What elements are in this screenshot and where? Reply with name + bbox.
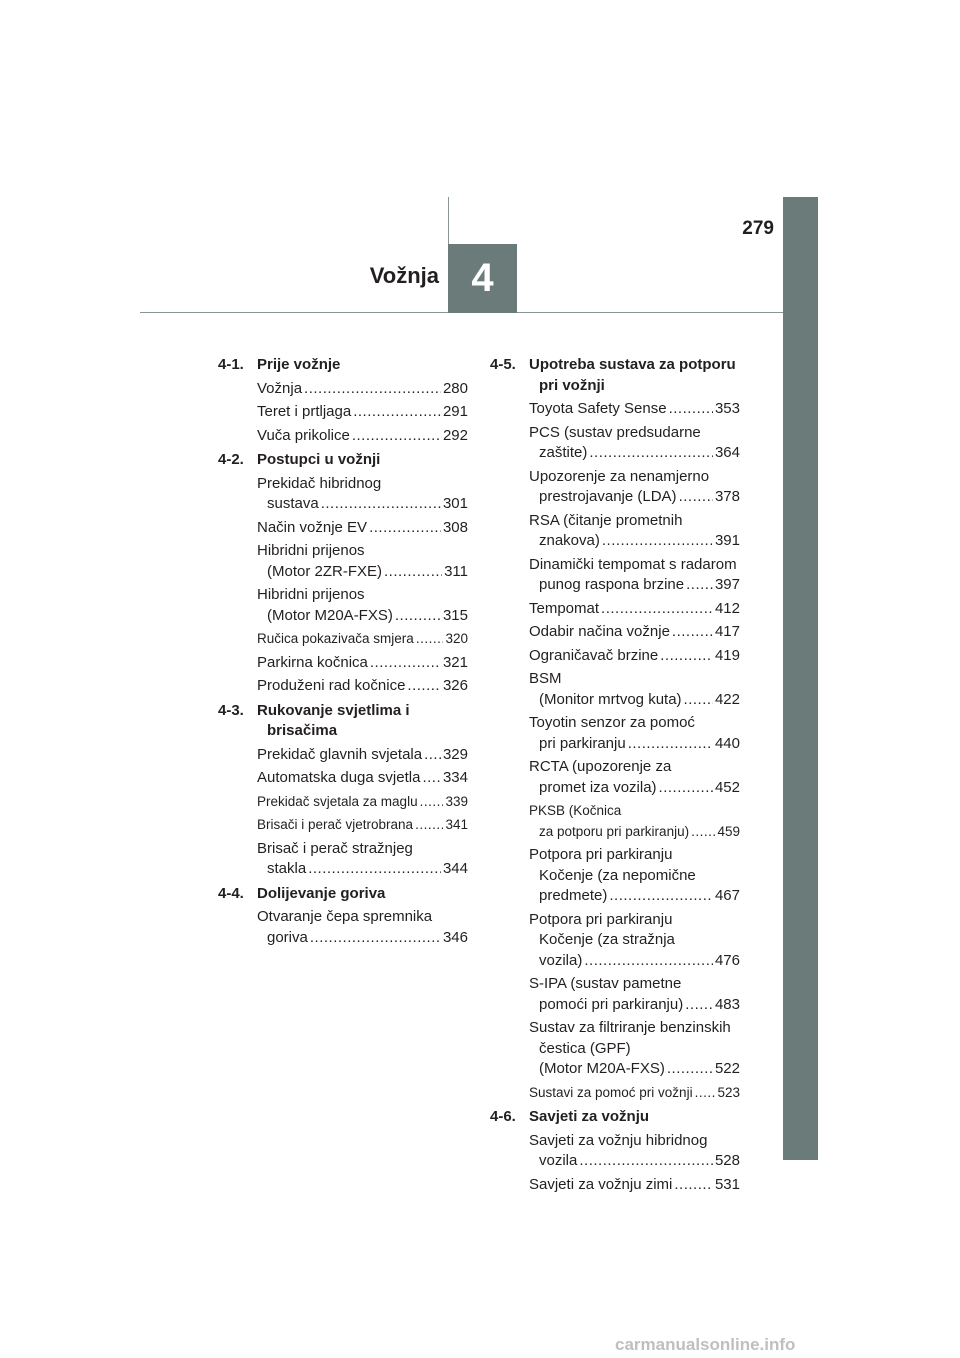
entry-page-number: 452	[714, 778, 740, 796]
section-number: 4-5.	[490, 356, 516, 373]
dot-leader	[601, 599, 713, 620]
toc-entry-line	[529, 690, 740, 711]
dot-leader	[674, 1175, 713, 1196]
entry-text: Odabir načina vožnje	[529, 623, 670, 640]
toc-entry-line	[529, 1039, 740, 1060]
toc-entry-line	[529, 713, 740, 734]
toc-entry[interactable]	[490, 974, 740, 1015]
toc-section	[218, 450, 468, 697]
toc-entry-line	[257, 585, 468, 606]
toc-left-column	[218, 355, 468, 952]
toc-entry-line	[529, 1175, 740, 1196]
entry-page-number: 334	[442, 769, 468, 786]
toc-entry[interactable]	[218, 402, 468, 423]
section-number: 4-6.	[490, 1108, 516, 1125]
toc-entry[interactable]	[218, 629, 468, 650]
toc-entry-line	[529, 801, 740, 822]
entry-page-number: 522	[714, 1060, 740, 1077]
entry-text: BSM	[529, 670, 562, 687]
toc-entry-line	[529, 1131, 740, 1152]
dot-leader	[667, 1059, 713, 1080]
entry-text: Sustav za filtriranje benzinskih	[529, 1019, 731, 1036]
dot-leader	[695, 1083, 716, 1104]
entry-page-number: 291	[442, 403, 468, 420]
entry-text: Teret i prtljaga	[257, 403, 352, 420]
section-title-line: Savjeti za vožnju	[529, 1108, 650, 1125]
toc-entry[interactable]	[218, 379, 468, 400]
entry-text: Dinamički tempomat s radarom	[529, 555, 737, 573]
toc-entry-line	[257, 815, 468, 836]
entry-page-number: 459	[717, 823, 740, 839]
entry-text: PCS (sustav predsudarne	[529, 423, 701, 441]
toc-entry[interactable]	[490, 801, 740, 842]
entry-text: goriva	[267, 928, 308, 946]
toc-entry-line	[529, 555, 740, 576]
entry-page-number: 378	[714, 488, 740, 505]
dot-leader	[310, 928, 441, 949]
toc-entry[interactable]	[490, 467, 740, 508]
entry-text: čestica (GPF)	[539, 1039, 631, 1057]
entry-text: Brisač i perač stražnjeg	[257, 839, 413, 857]
toc-entry[interactable]	[218, 907, 468, 948]
toc-entry[interactable]	[218, 474, 468, 515]
entry-page-number: 476	[714, 951, 740, 969]
toc-entry-line	[257, 474, 468, 495]
dot-leader	[609, 886, 713, 907]
toc-entry[interactable]	[218, 518, 468, 539]
toc-entry[interactable]	[218, 426, 468, 447]
toc-entry-line	[529, 622, 740, 643]
toc-entry-line	[257, 606, 468, 627]
toc-entry[interactable]	[218, 541, 468, 582]
dot-leader	[660, 646, 713, 667]
toc-entry-line	[257, 928, 468, 949]
toc-entry-line	[529, 1059, 740, 1080]
dot-leader	[304, 379, 441, 400]
toc-entry-line	[529, 734, 740, 755]
section-number: 4-4.	[218, 884, 244, 902]
entry-text: Prekidač glavnih svjetala	[257, 745, 423, 763]
toc-entry[interactable]	[490, 399, 740, 420]
dot-leader	[672, 622, 713, 643]
toc-entry-line	[529, 910, 740, 931]
toc-entry[interactable]	[490, 713, 740, 754]
toc-entry-line	[257, 859, 468, 880]
entry-page-number: 364	[714, 444, 740, 461]
dot-leader	[659, 778, 713, 799]
page-number: 279	[742, 218, 774, 239]
toc-entry-line	[529, 886, 740, 907]
entry-page-number: 419	[714, 646, 740, 664]
entry-text: znakova)	[539, 532, 600, 549]
dot-leader	[686, 575, 713, 596]
entry-text: stakla	[267, 860, 307, 877]
toc-entry[interactable]	[490, 845, 740, 907]
entry-text: prestrojavanje (LDA)	[539, 488, 677, 505]
watermark: carmanualsonline.info	[615, 1335, 796, 1354]
toc-entry-line	[529, 443, 740, 464]
dot-leader	[321, 494, 441, 515]
entry-text: (Motor M20A-FXS)	[267, 606, 393, 624]
dot-leader	[416, 629, 444, 650]
dot-leader	[589, 443, 713, 464]
section-heading	[218, 355, 468, 376]
dot-leader	[308, 859, 441, 880]
entry-text: (Monitor mrtvog kuta)	[539, 690, 682, 708]
entry-text: Sustavi za pomoć pri vožnji	[529, 1084, 693, 1100]
entry-text: (Motor 2ZR-FXE)	[267, 562, 383, 580]
toc-entry-line	[529, 930, 740, 951]
dot-leader	[384, 562, 442, 583]
entry-page-number: 483	[714, 995, 740, 1013]
entry-text: Kočenje (za stražnja	[539, 931, 675, 948]
dot-leader	[407, 676, 441, 697]
toc-entry[interactable]	[218, 653, 468, 674]
toc-entry[interactable]	[218, 585, 468, 626]
section-title-line: Upotreba sustava za potporu	[529, 356, 736, 373]
entry-text: RSA (čitanje prometnih	[529, 511, 683, 529]
entry-text: Vuča prikolice	[257, 426, 350, 444]
toc-section	[490, 355, 740, 1103]
toc-entry-line	[257, 653, 468, 674]
toc-entry-line	[529, 822, 740, 843]
section-title-line: Rukovanje svjetlima i	[257, 701, 410, 719]
entry-text: promet iza vozila)	[539, 778, 657, 796]
toc-entry-line	[529, 487, 740, 508]
toc-entry[interactable]	[490, 1083, 740, 1104]
toc-entry[interactable]	[218, 768, 468, 789]
entry-text: Toyotin senzor za pomoć	[529, 714, 695, 731]
entry-text: Vožnja	[257, 379, 303, 397]
entry-text: punog raspona brzine	[539, 576, 685, 593]
dot-leader	[369, 518, 441, 539]
toc-entry-line	[529, 951, 740, 972]
toc-entry[interactable]	[490, 646, 740, 667]
entry-page-number: 422	[714, 690, 740, 708]
section-heading	[490, 355, 740, 396]
entry-page-number: 397	[714, 576, 740, 593]
entry-text: Način vožnje EV	[257, 518, 368, 536]
entry-page-number: 353	[714, 400, 740, 417]
dot-leader	[628, 734, 713, 755]
section-number: 4-1.	[218, 356, 244, 373]
entry-text: vozila)	[539, 951, 583, 969]
entry-page-number: 531	[714, 1175, 740, 1193]
entry-page-number: 440	[714, 734, 740, 752]
toc-entry-line	[257, 426, 468, 447]
toc-entry-line	[529, 778, 740, 799]
section-heading	[218, 701, 468, 742]
toc-entry-line	[529, 646, 740, 667]
entry-page-number: 339	[445, 793, 468, 809]
entry-page-number: 292	[442, 426, 468, 444]
entry-text: Savjeti za vožnju zimi	[529, 1175, 673, 1193]
dot-leader	[424, 745, 441, 766]
toc-entry-line	[257, 402, 468, 423]
entry-page-number: 523	[717, 1084, 740, 1100]
dot-leader	[422, 768, 441, 789]
toc-entry-line	[257, 518, 468, 539]
entry-page-number: 412	[714, 599, 740, 617]
toc-entry[interactable]	[490, 555, 740, 596]
entry-text: Parkirna kočnica	[257, 653, 368, 671]
toc-section	[218, 355, 468, 446]
section-number: 4-3.	[218, 701, 244, 719]
entry-page-number: 417	[714, 623, 740, 640]
entry-page-number: 301	[442, 495, 468, 512]
toc-entry[interactable]	[490, 599, 740, 620]
entry-page-number: 311	[444, 562, 468, 580]
toc-entry[interactable]	[218, 839, 468, 880]
entry-page-number: 344	[442, 860, 468, 877]
toc-entry[interactable]	[490, 1018, 740, 1080]
toc-entry-line	[529, 599, 740, 620]
toc-entry-line	[257, 792, 468, 813]
section-title-line: pri vožnji	[539, 376, 605, 394]
toc-entry[interactable]	[218, 815, 468, 836]
entry-page-number: 321	[442, 653, 468, 671]
entry-page-number: 326	[442, 677, 468, 694]
section-heading	[490, 1107, 740, 1128]
toc-entry-line	[257, 629, 468, 650]
entry-text: Brisači i perač vjetrobrana	[257, 817, 414, 832]
entry-text: (Motor M20A-FXS)	[539, 1060, 665, 1077]
entry-text: Automatska duga svjetla	[257, 769, 421, 786]
entry-page-number: 467	[714, 887, 740, 904]
entry-text: RCTA (upozorenje za	[529, 758, 672, 775]
chapter-number-box: 4	[448, 244, 517, 313]
toc-entry-line	[257, 562, 468, 583]
entry-text: pomoći pri parkiranju)	[539, 995, 684, 1013]
toc-entry-line	[257, 768, 468, 789]
entry-text: pri parkiranju	[539, 734, 626, 752]
toc-entry-line	[529, 423, 740, 444]
entry-text: Upozorenje za nenamjerno	[529, 467, 710, 485]
toc-entry[interactable]	[490, 1175, 740, 1196]
dot-leader	[415, 815, 443, 836]
toc-entry-line	[257, 839, 468, 860]
entry-page-number: 280	[442, 379, 468, 397]
toc-entry-line	[257, 676, 468, 697]
toc-entry-line	[529, 1018, 740, 1039]
entry-text: vozila	[539, 1152, 578, 1169]
entry-text: za potporu pri parkiranju)	[539, 823, 690, 839]
entry-text: predmete)	[539, 887, 608, 904]
toc-entry[interactable]	[490, 669, 740, 710]
dot-leader	[602, 531, 713, 552]
toc-entry-line	[529, 511, 740, 532]
toc-entry-line	[529, 467, 740, 488]
section-number: 4-2.	[218, 451, 244, 468]
toc-entry-line	[529, 845, 740, 866]
toc-entry[interactable]	[490, 622, 740, 643]
dot-leader	[691, 822, 715, 843]
toc-entry-line	[529, 757, 740, 778]
toc-entry[interactable]	[490, 1131, 740, 1172]
toc-entry-line	[257, 745, 468, 766]
entry-page-number: 315	[442, 606, 468, 624]
entry-text: Kočenje (za nepomične	[539, 866, 696, 884]
toc-section	[490, 1107, 740, 1195]
dot-leader	[370, 653, 441, 674]
entry-text: Ručica pokazivača smjera	[257, 631, 414, 646]
toc-section	[218, 701, 468, 880]
section-heading	[218, 450, 468, 471]
dot-leader	[685, 995, 713, 1016]
toc-section	[218, 884, 468, 949]
header-vertical-rule	[448, 197, 449, 245]
entry-text: Toyota Safety Sense	[529, 400, 667, 417]
toc-right-column	[490, 355, 740, 1199]
chapter-title: Vožnja	[369, 263, 439, 288]
toc-entry-line	[529, 1151, 740, 1172]
section-title-line: brisačima	[267, 722, 338, 739]
toc-entry-line	[529, 1083, 740, 1104]
entry-text: Savjeti za vožnju hibridnog	[529, 1131, 708, 1149]
entry-page-number: 308	[442, 518, 468, 536]
entry-text: Hibridni prijenos	[257, 586, 365, 603]
toc-entry-line	[257, 541, 468, 562]
entry-text: Tempomat	[529, 599, 600, 617]
entry-page-number: 320	[445, 631, 468, 646]
chapter-side-tab	[783, 197, 818, 1160]
dot-leader	[684, 690, 713, 711]
entry-text: S-IPA (sustav pametne	[529, 975, 682, 992]
entry-page-number: 341	[445, 817, 468, 832]
entry-page-number: 346	[442, 928, 468, 946]
toc-entry-line	[529, 866, 740, 887]
toc-entry[interactable]	[490, 910, 740, 972]
entry-text: PKSB (Kočnica	[529, 803, 622, 818]
dot-leader	[395, 606, 441, 627]
entry-text: zaštite)	[539, 444, 588, 461]
dot-leader	[352, 426, 441, 447]
toc-entry-line	[529, 399, 740, 420]
toc-entry-line	[257, 907, 468, 928]
section-title-line: Postupci u vožnji	[257, 451, 381, 468]
entry-text: Prekidač svjetala za maglu	[257, 793, 418, 809]
dot-leader	[579, 1151, 713, 1172]
toc-entry[interactable]	[218, 792, 468, 813]
toc-entry[interactable]	[218, 745, 468, 766]
entry-page-number: 391	[714, 532, 740, 549]
section-heading	[218, 884, 468, 905]
entry-text: sustava	[267, 495, 319, 512]
toc-entry-line	[529, 531, 740, 552]
toc-entry[interactable]	[490, 757, 740, 798]
toc-entry[interactable]	[218, 676, 468, 697]
entry-text: Potpora pri parkiranju	[529, 910, 673, 928]
toc-entry-line	[529, 575, 740, 596]
section-title-line: Prije vožnje	[257, 356, 341, 373]
dot-leader	[353, 402, 441, 423]
toc-entry[interactable]	[490, 423, 740, 464]
dot-leader	[584, 951, 713, 972]
toc-entry-line	[529, 995, 740, 1016]
entry-text: Potpora pri parkiranju	[529, 846, 673, 863]
entry-text: Ograničavač brzine	[529, 646, 659, 664]
dot-leader	[420, 792, 444, 813]
toc-entry[interactable]	[490, 511, 740, 552]
entry-page-number: 528	[714, 1152, 740, 1169]
toc-entry-line	[257, 379, 468, 400]
entry-text: Otvaranje čepa spremnika	[257, 908, 433, 925]
entry-text: Prekidač hibridnog	[257, 474, 382, 492]
toc-entry-line	[529, 669, 740, 690]
dot-leader	[679, 487, 713, 508]
dot-leader	[669, 399, 713, 420]
toc-entry-line	[257, 494, 468, 515]
toc-entry-line	[529, 974, 740, 995]
entry-text: Produženi rad kočnice	[257, 677, 406, 694]
section-title-line: Dolijevanje goriva	[257, 884, 386, 902]
entry-text: Hibridni prijenos	[257, 542, 365, 559]
entry-page-number: 329	[442, 745, 468, 763]
